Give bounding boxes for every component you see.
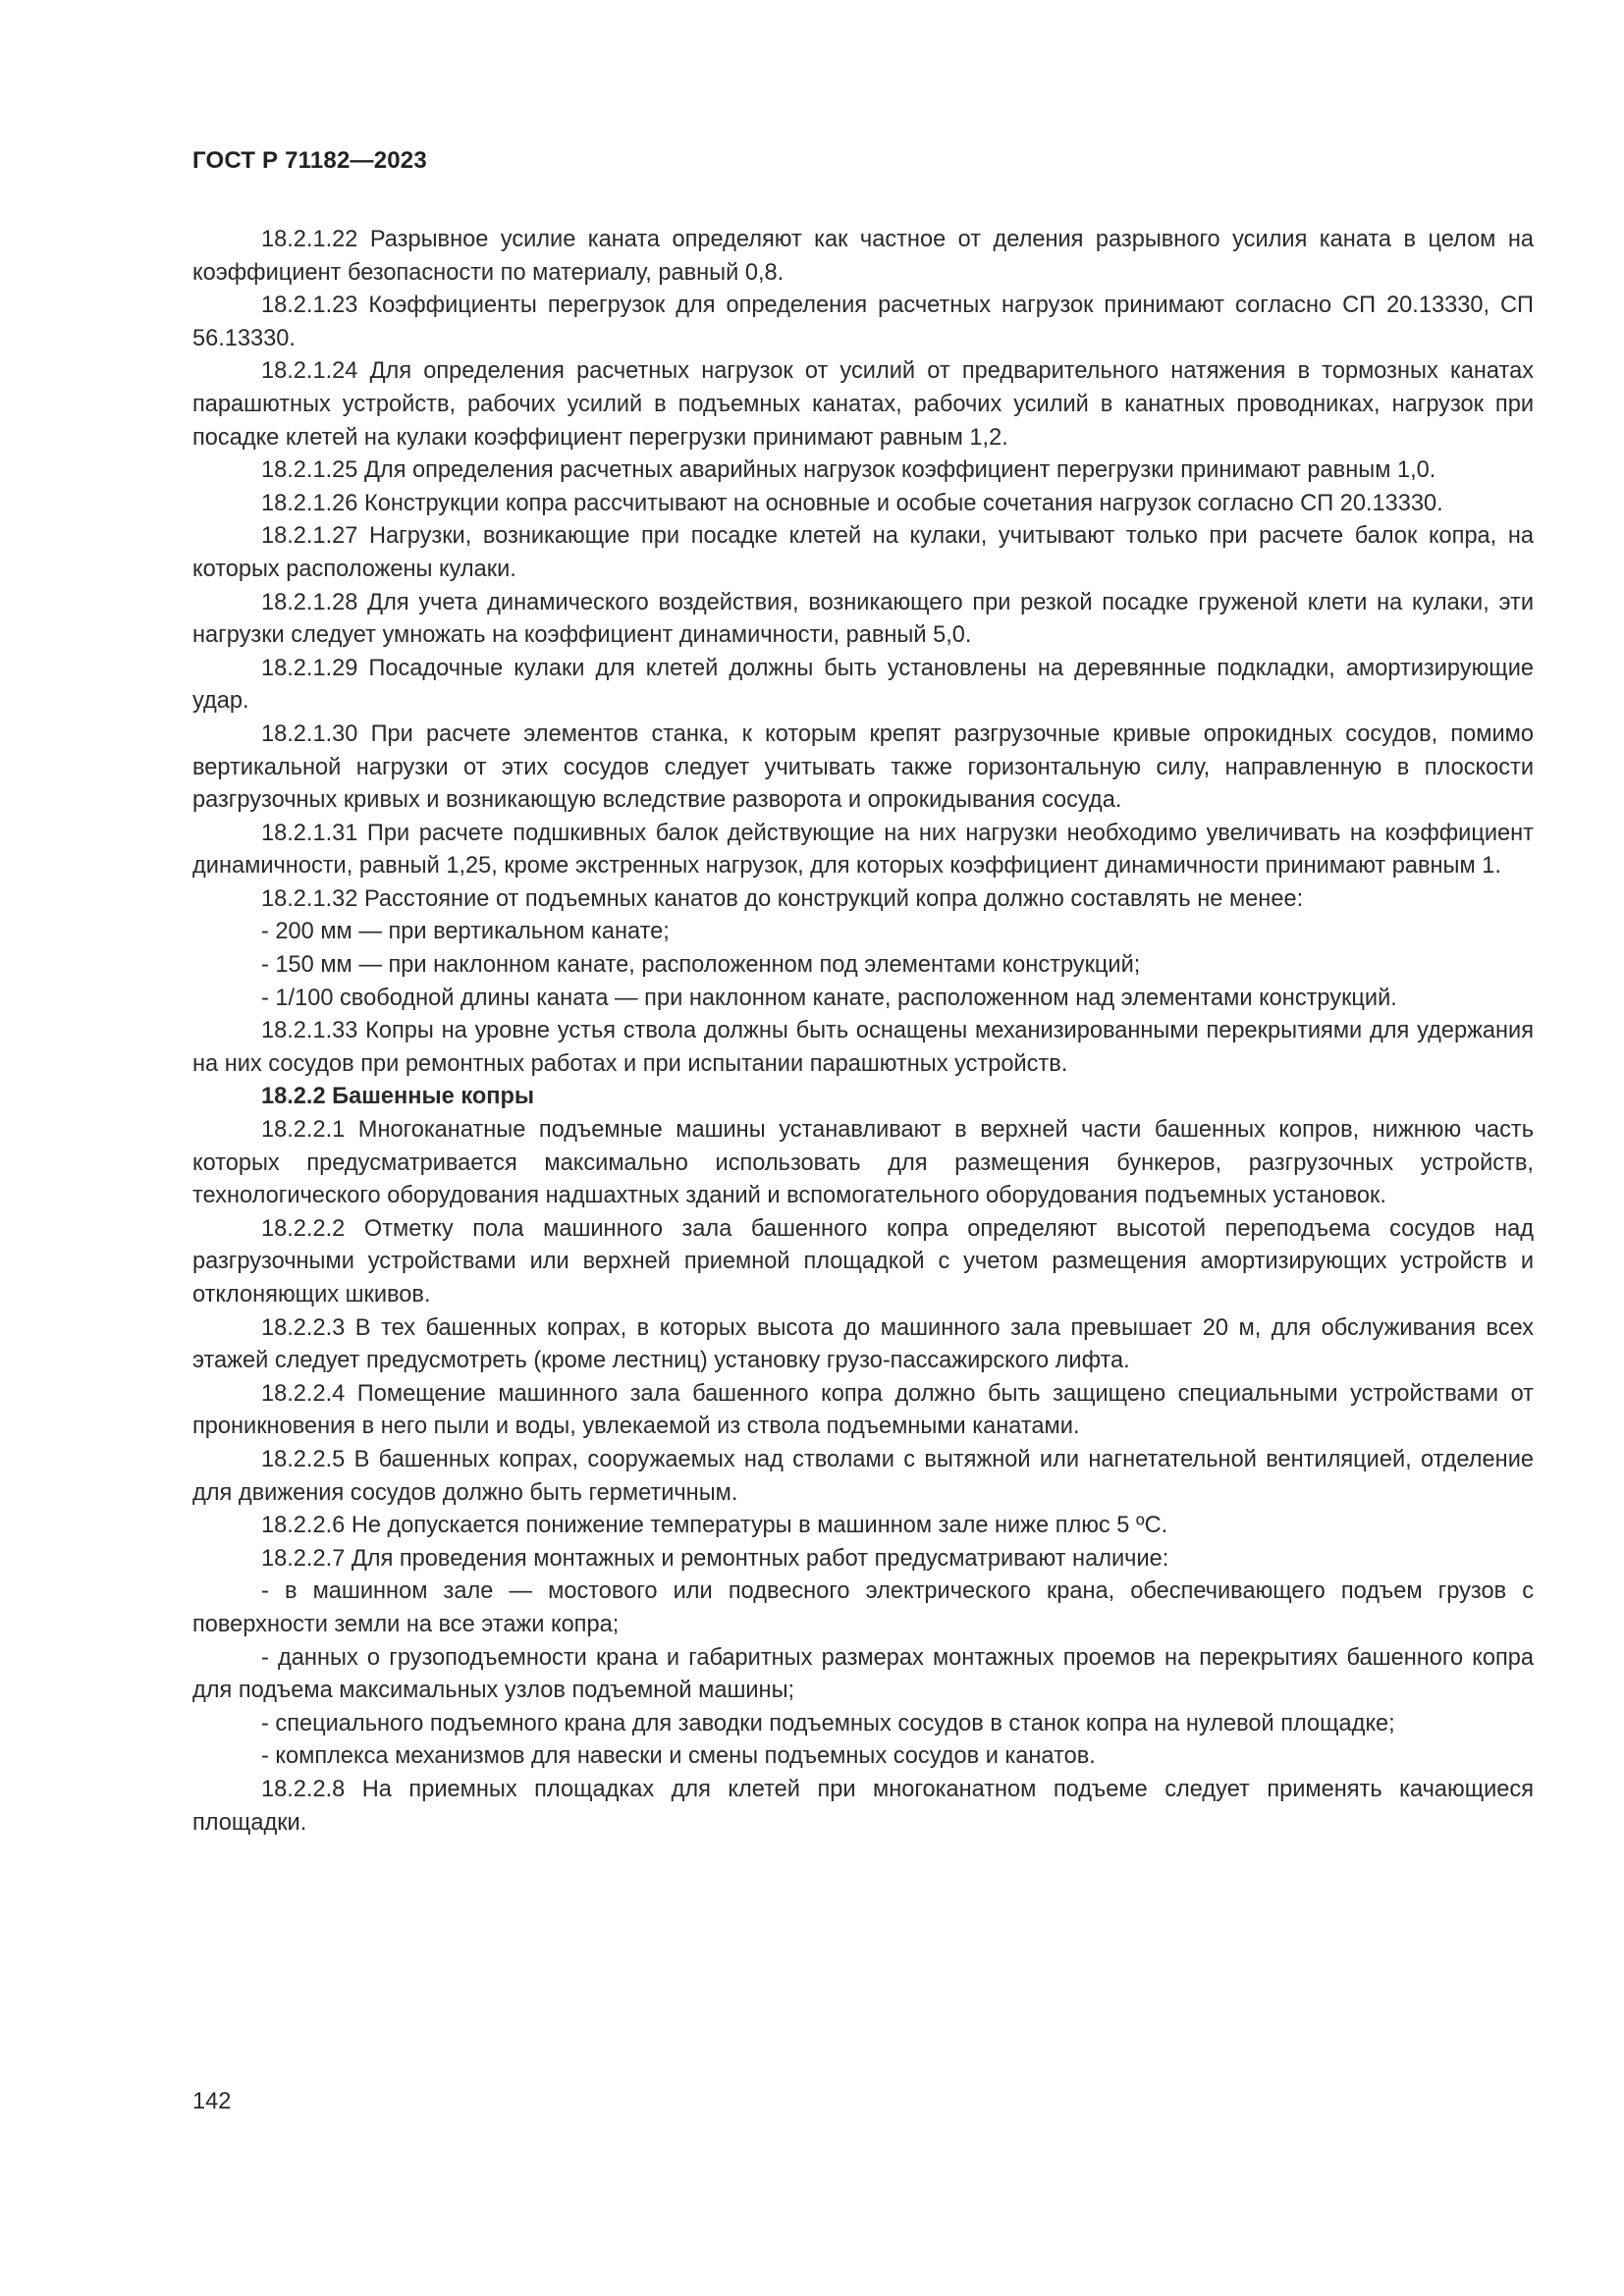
paragraph: - 200 мм — при вертикальном канате; (261, 919, 670, 945)
paragraph: 18.2.1.30 При расчете элементов станка, к которым крепят разгрузочные кривые опрокидных сосудов, помимо вертикальной нагрузки от этих сосудов следует учитывать также горизонтальную силу, направленную в плоскости разгрузочных кривых и возникающую вследствие разворота и опрокидывания сосуда. (192, 721, 1534, 814)
paragraph: 18.2.2.7 Для проведения монтажных и ремонтных работ предусматривают наличие: (261, 1545, 1169, 1572)
paragraph: 18.2.2.8 На приемных площадках для клетей при многоканатном подъеме следует применять качающиеся площадки. (192, 1776, 1534, 1836)
paragraph: 18.2.1.28 Для учета динамического воздействия, возникающего при резкой посадке груженой клети на кулаки, эти нагрузки следует умножать на коэффициент динамичности, равный 5,0. (192, 589, 1534, 649)
paragraph: 18.2.1.27 Нагрузки, возникающие при посадке клетей на кулаки, учитывают только при расчете балок копра, на которых расположены кулаки. (192, 523, 1534, 582)
paragraph: 18.2.1.32 Расстояние от подъемных канатов до конструкций копра должно составлять не менее: (261, 885, 1304, 912)
paragraph: 18.2.1.31 При расчете подшкивных балок действующие на них нагрузки необходимо увеличивать на коэффициент динамичности, равный 1,25, кроме экстренных нагрузок, для которых коэффициент динамичности принимают равным 1. (192, 820, 1534, 880)
paragraph: - данных о грузоподъемности крана и габаритных размерах монтажных проемов на перекрытиях башенного копра для подъема максимальных узлов подъемной машины; (192, 1644, 1534, 1704)
paragraph: - 150 мм — при наклонном канате, расположенном под элементами конструкций; (261, 952, 1141, 979)
paragraph: 18.2.2.3 В тех башенных копрах, в которых высота до машинного зала превышает 20 м, для обслуживания всех этажей следует предусмотреть (кроме лестниц) установку грузо-пассажирского лифта. (192, 1314, 1534, 1374)
paragraph: 18.2.2.4 Помещение машинного зала башенного копра должно быть защищено специальными устройствами от проникновения в него пыли и воды, увлекаемой из ствола подъемными канатами. (192, 1380, 1534, 1440)
section-heading: 18.2.2 Башенные копры (261, 1084, 535, 1110)
paragraph: - комплекса механизмов для навески и смены подъемных сосудов и канатов. (261, 1743, 1096, 1770)
paragraph: 18.2.2.2 Отметку пола машинного зала башенного копра определяют высотой переподъема сосудов над разгрузочными устройствами или верхней приемной площадкой с учетом размещения амортизирующих устройств и отклоняющих шкивов. (192, 1215, 1534, 1308)
paragraph: 18.2.1.29 Посадочные кулаки для клетей должны быть установлены на деревянные подкладки, амортизирующие удар. (192, 655, 1534, 715)
document-header: ГОСТ Р 71182—2023 (192, 147, 427, 174)
paragraph: - в машинном зале — мостового или подвесного электрического крана, обеспечивающего подъем грузов с поверхности земли на все этажи копра; (192, 1578, 1534, 1637)
paragraph: - специального подъемного крана для заводки подъемных сосудов в станок копра на нулевой площадке; (261, 1710, 1395, 1736)
page-number: 142 (192, 2089, 232, 2114)
paragraph: 18.2.1.24 Для определения расчетных нагрузок от усилий от предварительного натяжения в тормозных канатах парашютных устройств, рабочих усилий в подъемных канатах, рабочих усилий в канатных проводниках, нагрузок при посадке клетей на кулаки коэффициент перегрузки принимают равным 1,2. (192, 358, 1534, 451)
paragraph: 18.2.1.26 Конструкции копра рассчитывают на основные и особые сочетания нагрузок согласно СП 20.13330. (261, 490, 1443, 516)
document-body (192, 224, 1534, 1840)
paragraph: 18.2.1.25 Для определения расчетных аварийных нагрузок коэффициент перегрузки принимают равным 1,0. (261, 457, 1436, 484)
paragraph: - 1/100 свободной длины каната — при наклонном канате, расположенном над элементами конструкций. (261, 985, 1397, 1011)
paragraph: 18.2.1.33 Копры на уровне устья ствола должны быть оснащены механизированными перекрытиями для удержания на них сосудов при ремонтных работах и при испытании парашютных устройств. (192, 1018, 1534, 1077)
paragraph: 18.2.1.22 Разрывное усилие каната определяют как частное от деления разрывного усилия каната в целом на коэффициент безопасности по материалу, равный 0,8. (192, 227, 1534, 286)
paragraph: 18.2.2.5 В башенных копрах, сооружаемых над стволами с вытяжной или нагнетательной вентиляцией, отделение для движения сосудов должно быть герметичным. (192, 1446, 1534, 1506)
paragraph: 18.2.2.1 Многоканатные подъемные машины устанавливают в верхней части башенных копров, нижнюю часть которых предусматривается максимально использовать для размещения бункеров, разгрузочных устройств, технологического оборудования надшахтных зданий и вспомогательного оборудования подъемных установок. (192, 1117, 1534, 1209)
paragraph: 18.2.1.23 Коэффициенты перегрузок для определения расчетных нагрузок принимают согласно СП 20.13330, СП 56.13330. (192, 293, 1534, 351)
paragraph: 18.2.2.6 Не допускается понижение температуры в машинном зале ниже плюс 5 ºС. (261, 1513, 1168, 1539)
